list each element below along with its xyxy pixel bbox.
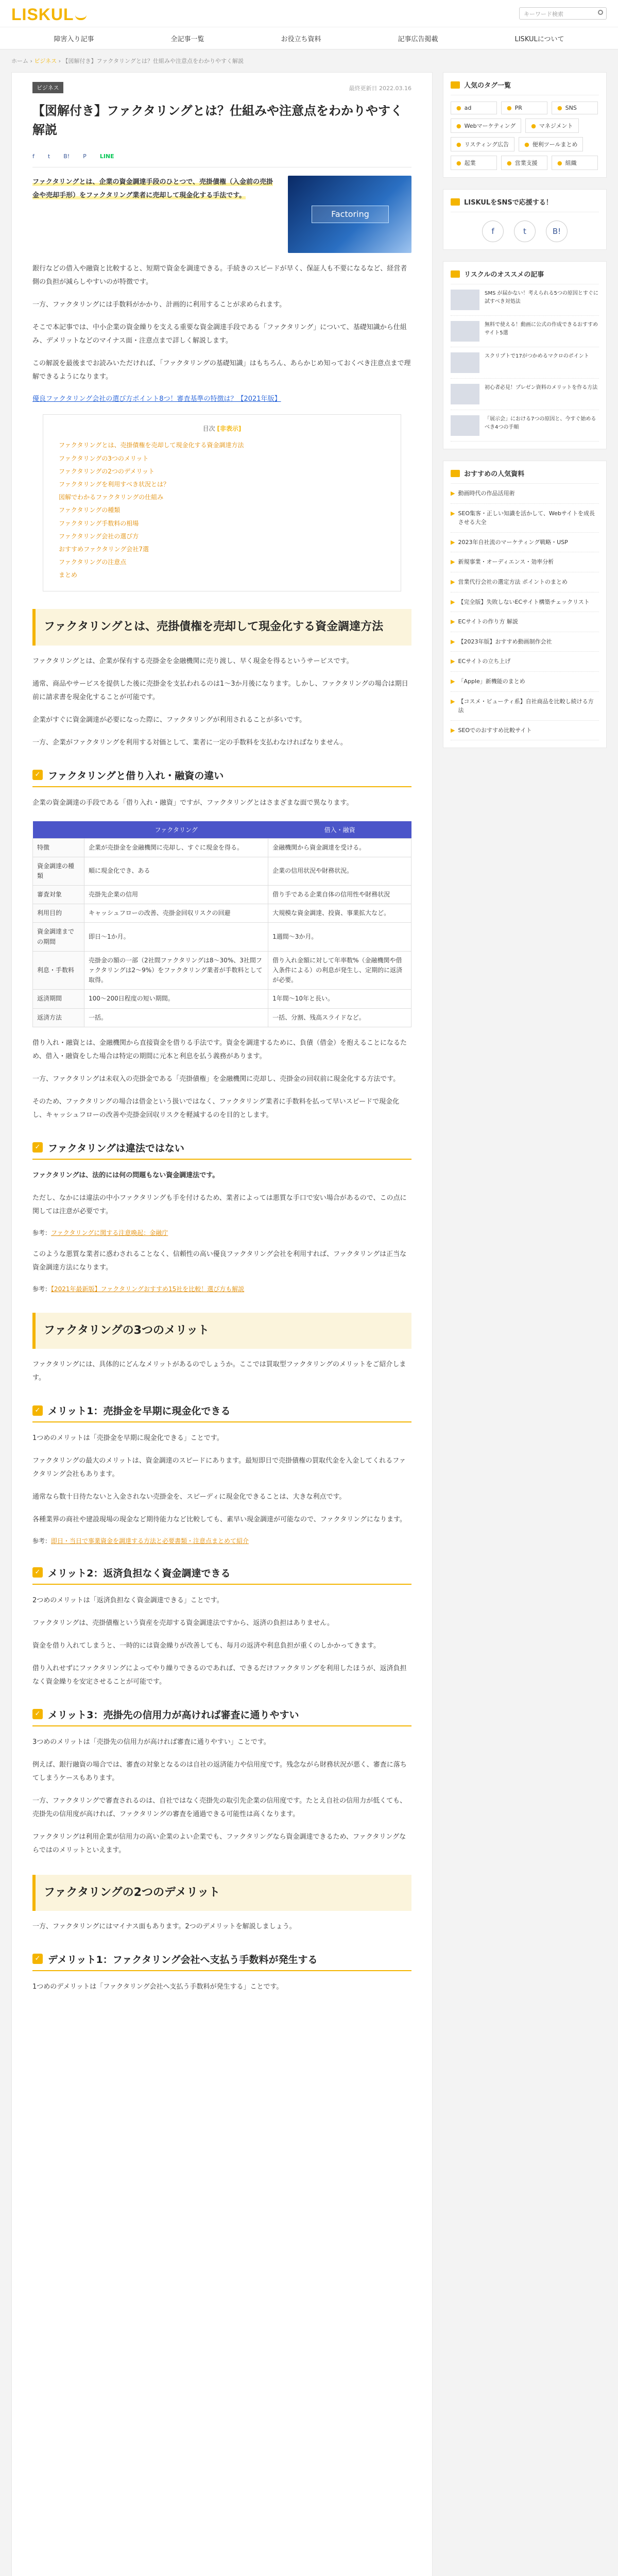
resource-item[interactable] — [451, 652, 599, 672]
table-cell: 大規模な資金調達、投資、事業拡大など。 — [268, 904, 411, 923]
table-row — [33, 1008, 411, 1027]
paragraph: ファクタリングは利用企業が信用力の高い企業のよい企業でも、ファクタリングなら資金調達できるため、ファクタリングならではのメリットといえます。 — [32, 1833, 406, 1854]
resource-item[interactable] — [451, 721, 599, 741]
table-row — [33, 857, 411, 885]
tag-dot-icon: ● — [557, 160, 562, 166]
tag-item[interactable] — [552, 156, 598, 170]
section-heading: ファクタリングの3つのメリット — [32, 1313, 411, 1349]
paragraph: 通常なら数十日待たないと入金されない売掛金を、スピーディに現金化できることは、大きな利点です。 — [32, 1493, 346, 1501]
hatena-share-icon[interactable]: B! — [63, 153, 70, 160]
tag-label: Webマーケティング — [464, 123, 516, 129]
paragraph: 各種業界の商社や建設現場の現金など期待能力など比較しても、素早い現金調達が可能なので、ファクタリングになります。 — [32, 1516, 406, 1524]
table-row — [33, 886, 411, 904]
resource-item[interactable] — [451, 592, 599, 613]
tag-item[interactable] — [501, 101, 547, 114]
paragraph: 一方、ファクタリングは未収入の売掛金である「売掛債権」を金融機関に売却し、売掛金の回収前に現金化する方法です。 — [32, 1075, 400, 1083]
tag-dot-icon: ● — [456, 141, 461, 148]
table-cell: 順に現金化でき、ある — [84, 857, 268, 885]
resource-title: 営業代行会社の選定方法 ポイントのまとめ — [458, 578, 568, 585]
table-cell: 利用目的 — [33, 904, 84, 923]
table-cell: 即日〜1か月。 — [84, 923, 268, 951]
table-row — [33, 904, 411, 923]
tag-widget — [443, 72, 607, 178]
breadcrumb — [0, 49, 618, 70]
resource-item[interactable] — [451, 484, 599, 504]
resource-item[interactable] — [451, 504, 599, 533]
table-cell: キャッシュフローの改善、売掛金回収リスクの回避 — [84, 904, 268, 923]
check-icon: ✓ — [32, 1142, 43, 1153]
tag-dot-icon: ● — [531, 123, 536, 129]
resource-item[interactable] — [451, 672, 599, 692]
table-cell: 金融機関から資金調達を受ける。 — [268, 838, 411, 857]
resource-title: 「Apple」新機能のまとめ — [458, 677, 525, 685]
recommended-title: 初心者必見！プレゼン資料のメリットを作る方法 — [485, 385, 598, 391]
breadcrumb-home[interactable]: ホーム — [11, 58, 28, 64]
tag-item[interactable] — [552, 101, 598, 114]
tag-item[interactable] — [451, 137, 514, 151]
pocket-share-icon[interactable]: P — [83, 153, 87, 160]
tag-item[interactable] — [519, 137, 583, 151]
thumbnail — [451, 415, 479, 436]
paragraph: 企業がすぐに資金調達が必要になった際に、ファクタリングが利用されることが多いです。 — [32, 716, 306, 724]
recommended-item[interactable] — [451, 284, 599, 316]
subsection-heading: ✓ メリット2：返済負担なく資金調達できる — [32, 1563, 411, 1585]
recommended-item[interactable] — [451, 347, 599, 379]
arrow-icon: ▶ — [451, 658, 455, 665]
paragraph: 借り入れせずにファクタリングによってやり繰りできるのであれば、できるだけファクタリングを利用したほうが、返済負担なく資金繰りを安定させることが可能です。 — [32, 1664, 407, 1686]
tag-dot-icon: ● — [456, 105, 461, 111]
paragraph: このような悪質な業者に惑わされることなく、信頼性の高い優良ファクタリング会社を利用すれば、ファクタリングは正当な資金調達方法になります。 — [32, 1250, 407, 1272]
check-icon: ✓ — [32, 1709, 43, 1719]
site-header — [0, 0, 618, 49]
table-cell: 100〜200日程度の短い期間。 — [84, 990, 268, 1008]
table-cell: 資金調達の種類 — [33, 857, 84, 885]
paragraph: 一方、ファクタリングで審査されるのは、自社ではなく売掛先の取引先企業の信用度です。たとえ自社の信用力が低くても、売掛先の信用度が高ければ、ファクタリングの審査を通過できる可能性は高くなります。 — [32, 1797, 407, 1818]
recommended-item[interactable] — [451, 379, 599, 410]
megaphone-icon — [451, 198, 460, 206]
table-row — [33, 951, 411, 990]
table-cell: 企業の信用状況や財務状況。 — [268, 857, 411, 885]
paragraph: 1つめのメリットは「売掛金を早期に現金化できる」ことです。 — [32, 1434, 224, 1443]
twitter-share-icon[interactable]: t — [47, 153, 50, 160]
reference-link[interactable]: ファクタリングに関する注意喚起：金融庁 — [51, 1229, 168, 1236]
tag-dot-icon: ● — [557, 105, 562, 111]
paragraph: 借り入れ・融資とは、金融機関から直接資金を借りる手法です。資金を調達するために、負債（借金）を抱えることになるため、借入・融資をした場合は特定の期間に元本と利息を払う義務があります。 — [32, 1039, 407, 1060]
resource-item[interactable] — [451, 533, 599, 553]
table-cell: 借り入れ金額に対して年率数%（金融機関や借入条件による）の利息が発生し、定期的に返済が必要。 — [268, 951, 411, 990]
reference-link[interactable]: 即日・当日で事業資金を調達する方法と必要書類・注意点まとめて紹介 — [51, 1537, 249, 1545]
search-icon[interactable] — [598, 10, 603, 15]
arrow-icon: ▶ — [451, 677, 455, 685]
table-cell: 一括、分割、残高スライドなど。 — [268, 1008, 411, 1027]
tag-label: 便利ツールまとめ — [532, 141, 578, 148]
resource-title: ECサイトの作り方 解説 — [458, 618, 518, 625]
reference-link[interactable]: 【2021年最新版】ファクタリングおすすめ15社を比較！選び方も解説 — [51, 1285, 245, 1293]
table-cell: 返済方法 — [33, 1008, 84, 1027]
arrow-icon: ▶ — [451, 538, 455, 546]
table-cell: 1年間〜10年と長い。 — [268, 990, 411, 1008]
resource-item[interactable] — [451, 612, 599, 632]
recommended-title: SMS が届かない！考えられる5つの原因とすぐに試すべき対処法 — [485, 291, 598, 304]
lead-section — [32, 176, 411, 253]
resource-item[interactable] — [451, 552, 599, 572]
toc-item[interactable]: ファクタリングの種類 — [59, 506, 121, 514]
paragraph: 一方、ファクタリングにはマイナス面もあります。2つのデメリットを解説しましょう。 — [32, 1922, 296, 1930]
toc-header: 目次 [非表示] — [202, 425, 242, 433]
toc-item[interactable]: ファクタリングの3つのメリット — [59, 454, 149, 462]
toc-item[interactable]: ファクタリングとは、売掛債権を売却して現金化する資金調達方法 — [59, 442, 244, 449]
tag-dot-icon: ● — [524, 141, 529, 148]
sns-widget — [443, 189, 607, 250]
check-icon: ✓ — [32, 770, 43, 780]
nav-item-all-articles[interactable]: 全記事一覧 — [170, 36, 204, 43]
paragraph: 銀行などの借入や融資と比較すると、短期で資金を調達できる。手続きのスピードが早く、保証人も不要になるなど、経営者側の負担が減らしやすいのが特徴です。 — [32, 265, 407, 286]
tag-list — [451, 101, 599, 170]
hatena-icon[interactable]: B! — [546, 221, 568, 242]
subsection-heading: ✓ メリット3：売掛先の信用力が高ければ審査に通りやすい — [32, 1704, 411, 1726]
sidebar — [443, 72, 607, 759]
hero-label: Factoring — [312, 206, 389, 223]
table-cell: 売掛金の額の一部（2社間ファクタリングは8〜30%、3社間ファクタリングは2〜9%）をファクタリング業者が手数料として取得。 — [84, 951, 268, 990]
subsection-heading: ✓ ファクタリングと借り入れ・融資の違い — [32, 765, 411, 787]
section-heading: ファクタリングの2つのデメリット — [32, 1875, 411, 1911]
nav-item-about[interactable]: LISKULについて — [514, 36, 564, 43]
tag-dot-icon: ● — [456, 160, 461, 166]
toc-item[interactable]: ファクタリングの2つのデメリット — [59, 467, 154, 475]
resource-title: SEO集客・正しい知識を活かして、Webサイトを成長させる大全 — [458, 510, 595, 526]
resource-title: 新規事業・オーディエンス・効率分析 — [458, 558, 554, 566]
resource-item[interactable] — [451, 692, 599, 721]
tag-dot-icon: ● — [507, 160, 512, 166]
widget-title: 人気のタグ一覧 — [451, 80, 599, 95]
paragraph: ファクタリングは、法的には何の問題もない資金調達法です。 — [32, 1171, 219, 1179]
check-icon: ✓ — [32, 1405, 43, 1416]
paragraph: そこで本記事では、中小企業の資金繰りを支える重要な資金調達手段である「ファクタリング」について、基礎知識から仕組み、デメリットなどのマイナス面・注意点まで詳しく解説します。 — [32, 324, 407, 345]
reference: 参考：ファクタリングに関する注意喚起：金融庁 — [32, 1229, 168, 1236]
breadcrumb-current: 【図解付き】ファクタリングとは？仕組みや注意点をわかりやすく解説 — [62, 58, 244, 64]
thumbnail — [451, 290, 479, 310]
breadcrumb-category[interactable]: ビジネス — [34, 58, 57, 64]
table-header: ファクタリング — [84, 821, 268, 839]
line-share-icon[interactable]: LINE — [99, 153, 114, 160]
table-cell: 企業が売掛金を金融機関に売却し、すぐに現金を得る。 — [84, 838, 268, 857]
sns-buttons — [451, 221, 599, 242]
paragraph: ファクタリングには、具体的にどんなメリットがあるのでしょうか。ここでは買取型ファクタリングのメリットをご紹介します。 — [32, 1361, 406, 1382]
facebook-icon[interactable]: f — [482, 221, 504, 242]
tag-label: 起業 — [464, 160, 476, 166]
arrow-icon: ▶ — [451, 698, 455, 705]
arrow-icon: ▶ — [451, 510, 455, 517]
widget-title: リスクルのオススメの記事 — [451, 269, 599, 284]
thumbnail — [451, 321, 479, 342]
paragraph: ただし、なかには違法の中小ファクタリングも手を付けるため、業者によっては悪質な手口で安い場合があるので、この点に関しては注意が必要です。 — [32, 1194, 407, 1215]
section-heading: ファクタリングとは、売掛債権を売却して現金化する資金調達方法 — [32, 609, 411, 645]
toc-item[interactable]: まとめ — [59, 571, 78, 579]
paragraph: この解説を最後までお読みいただければ、「ファクタリングの基礎知識」はもちろん、あらかじめ知っておくべき注意点まで理解できるようになります。 — [32, 360, 411, 381]
global-nav — [0, 27, 618, 49]
paragraph: 2つめのメリットは「返済負担なく資金調達できる」ことです。 — [32, 1596, 224, 1604]
table-cell: 審査対象 — [33, 886, 84, 904]
recommended-title: スクリプトで17がつかめるマクロのポイント — [485, 353, 589, 359]
paragraph: 一方、企業がファクタリングを利用する対価として、業者に一定の手数料を支払わなければなりません。 — [32, 738, 347, 747]
site-logo[interactable]: LISKUL — [11, 5, 87, 24]
share-bar — [32, 153, 411, 160]
tag-label: 営業支援 — [514, 160, 538, 166]
paragraph: 例えば、銀行融資の場合では、審査の対象となるのは自社の返済能力や信用度です。残念ながら財務状況が悪く、審査に落ちてしまうケースもあります。 — [32, 1760, 407, 1782]
paragraph: 資金を借り入れてしまうと、一時的には資金繰りが改善しても、毎月の返済や利息負担が重くのしかかってきます。 — [32, 1641, 380, 1650]
table-header: 借入・融資 — [268, 821, 411, 839]
popular-resources-widget — [443, 461, 607, 748]
toc-item[interactable]: ファクタリングを利用すべき状況とは？ — [59, 480, 170, 488]
reference: 参考：即日・当日で事業資金を調達する方法と必要書類・注意点まとめて紹介 — [32, 1537, 249, 1545]
toc-item[interactable]: ファクタリングの注意点 — [59, 558, 127, 566]
table-cell: 一括。 — [84, 1008, 268, 1027]
document-icon — [451, 470, 460, 477]
recommended-item[interactable] — [451, 410, 599, 442]
toc-toggle[interactable]: [非表示] — [217, 425, 242, 433]
resource-title: 【コスメ・ビューティ系】自社商品を比較し続ける方法 — [458, 698, 594, 714]
tag-item[interactable] — [451, 156, 497, 170]
thumbnail — [451, 384, 479, 404]
lead-text: ファクタリングとは、企業の資金調達手段のひとつで、売掛債権（入金前の売掛金や売却手形）をファクタリング業者に売却して現金化する手法です。 — [32, 178, 273, 200]
tag-dot-icon: ● — [456, 123, 461, 129]
resource-title: ECサイトの立ち上げ — [458, 658, 511, 665]
table-cell: 資金調達までの期間 — [33, 923, 84, 951]
twitter-icon[interactable]: t — [514, 221, 536, 242]
arrow-icon: ▶ — [451, 618, 455, 625]
page-title: 【図解付き】ファクタリングとは？仕組みや注意点をわかりやすく解説 — [32, 104, 403, 138]
tag-label: リスティング広告 — [464, 141, 509, 148]
resource-title: 【完全版】失敗しないECサイト構築チェックリスト — [458, 598, 590, 605]
table-cell: 返済期間 — [33, 990, 84, 1008]
resource-title: 2023年自社流のマーケティング戦略・USP — [458, 538, 568, 546]
paragraph: 1つめのデメリットは「ファクタリング会社へ支払う手数料が発生する」ことです。 — [32, 1982, 283, 1991]
resource-item[interactable] — [451, 632, 599, 652]
tag-item[interactable] — [451, 101, 497, 114]
table-row — [33, 923, 411, 951]
check-icon: ✓ — [32, 1954, 43, 1964]
arrow-icon: ▶ — [451, 726, 455, 734]
facebook-share-icon[interactable]: f — [32, 153, 35, 160]
table-cell: 借り手である企業自体の信用性や財務状況 — [268, 886, 411, 904]
tag-icon — [451, 81, 460, 89]
tag-label: PR — [514, 105, 522, 111]
paragraph: 一方、ファクタリングには手数料がかかり、計画的に利用することが求められます。 — [32, 301, 286, 309]
arrow-icon: ▶ — [451, 638, 455, 645]
comparison-table — [32, 821, 411, 1027]
thumbnail — [451, 352, 479, 373]
subsection-heading: ✓ ファクタリングは違法ではない — [32, 1138, 411, 1160]
tag-label: SNS — [565, 105, 577, 111]
subsection-heading: ✓ デメリット1：ファクタリング会社へ支払う手数料が発生する — [32, 1949, 411, 1971]
resource-title: 動画時代の作品活用術 — [458, 490, 515, 497]
paragraph: そのため、ファクタリングの場合は借金という扱いではなく、ファクタリング業者に手数料を払って早いスピードで現金化し、キャッシュフローの改善や売掛金回収リスクを軽減するのを目的とします。 — [32, 1097, 400, 1119]
tag-label: ad — [464, 105, 472, 111]
resource-item[interactable] — [451, 572, 599, 592]
toc-item[interactable]: ファクタリング手数料の相場 — [59, 519, 139, 527]
toc-item[interactable]: 図解でわかるファクタリングの仕組み — [59, 494, 164, 501]
hero-image — [288, 176, 411, 253]
widget-title: おすすめの人気資料 — [451, 468, 599, 484]
tag-label: 組織 — [565, 160, 577, 166]
paragraph: 通常、商品やサービスを提供した後に売掛金を支払われるのは1〜3か月後になります。しかし、ファクタリングの場合は期日前に請求書を現金化することが可能です。 — [32, 680, 408, 701]
article-main — [11, 72, 433, 2576]
paragraph: 企業の資金調達の手段である「借り入れ・融資」ですが、ファクタリングとはさまざまな面で異なります。 — [32, 799, 353, 807]
category-badge[interactable]: ビジネス — [32, 82, 63, 93]
recommended-title: 無料で使える！動画に公式の作成できるおすすめサイト5選 — [485, 322, 598, 336]
widget-title: LISKULをSNSで応援する！ — [451, 197, 599, 212]
thumbs-up-icon — [451, 270, 460, 278]
check-icon: ✓ — [32, 1567, 43, 1578]
arrow-icon: ▶ — [451, 578, 455, 585]
tag-item[interactable] — [451, 118, 521, 133]
table-cell: 1週間〜3か月。 — [268, 923, 411, 951]
paragraph: ファクタリングとは、企業が保有する売掛金を金融機関に売り渡し、早く現金を得るというサービスです。 — [32, 657, 353, 665]
nav-item-popular[interactable]: 障害入り記事 — [54, 36, 94, 43]
tag-item[interactable] — [525, 118, 578, 133]
recommended-title: 「展示会」における7つの原因と、今すぐ始めるべき4つの手順 — [485, 416, 596, 430]
nav-item-resources[interactable]: お役立ち資料 — [281, 36, 321, 43]
breadcrumb-sep: › — [30, 58, 32, 64]
tag-dot-icon: ● — [507, 105, 512, 111]
toc-item[interactable]: ファクタリング会社の選び方 — [59, 532, 139, 540]
toc-item[interactable]: おすすめファクタリング会社7選 — [59, 545, 149, 553]
tag-item[interactable] — [501, 156, 547, 170]
nav-item-ads[interactable]: 記事広告掲載 — [398, 36, 438, 43]
reference: 参考：【2021年最新版】ファクタリングおすすめ15社を比較！選び方も解説 — [32, 1285, 245, 1293]
arrow-icon: ▶ — [451, 598, 455, 605]
paragraph: ファクタリングは、売掛債権という資産を売却する資金調達法ですから、返済の負担はありません。 — [32, 1619, 334, 1627]
table-header — [33, 821, 84, 839]
related-link[interactable]: 優良ファクタリング会社の選び方ポイント8つ！審査基準の特徴は？【2021年版】 — [32, 395, 281, 403]
paragraph: 3つめのメリットは「売掛先の信用力が高ければ審査に通りやすい」ことです。 — [32, 1738, 270, 1746]
subsection-heading: ✓ メリット1：売掛金を早期に現金化できる — [32, 1400, 411, 1422]
resource-title: 【2023年版】おすすめ動画制作会社 — [458, 638, 552, 645]
recommended-item[interactable] — [451, 316, 599, 347]
publish-date: 最終更新日 2022.03.16 — [349, 85, 411, 92]
table-row — [33, 990, 411, 1008]
recommended-widget — [443, 261, 607, 449]
table-cell: 利息・手数料 — [33, 951, 84, 990]
breadcrumb-sep: › — [58, 58, 61, 64]
table-cell: 特徴 — [33, 838, 84, 857]
resource-title: SEOでのおすすめ比較サイト — [458, 726, 532, 734]
paragraph: ファクタリングの最大のメリットは、資金調達のスピードにあります。最短即日で売掛債権の買取代金を入金してくれるファクタリング会社もあります。 — [32, 1457, 406, 1479]
table-cell: 売掛先企業の信用 — [84, 886, 268, 904]
search-input[interactable]: キーワード検索 — [519, 7, 607, 20]
arrow-icon: ▶ — [451, 490, 455, 497]
table-row — [33, 838, 411, 857]
tag-label: マネジメント — [539, 123, 573, 129]
table-of-contents — [43, 414, 401, 591]
arrow-icon: ▶ — [451, 558, 455, 566]
